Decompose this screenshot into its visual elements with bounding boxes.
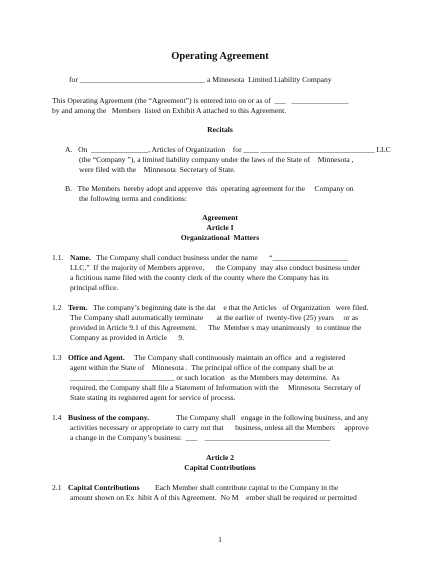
section-1-3-number: 1.3 [52, 353, 62, 362]
section-1-4-line-1: The Company shall engage in the following business, and any [176, 413, 369, 422]
section-1-1-line-1: The Company shall conduct business under the name “____________________ [96, 253, 349, 262]
section-1-2-line-3: provided in Article 9.1 of this Agreement. The Member s may unanimously to continue the [70, 323, 362, 332]
recital-a-line-1: A. On _______________, Articles of Organization for ____ ______________________________ LLC [65, 145, 391, 154]
intro-line-2: This Operating Agreement (the “Agreement”) is entered into on or as of ___ _______________ [52, 96, 349, 105]
section-1-4-line-2: activities necessary or appropriate to carry out that business, unless all the Members approve [70, 423, 369, 432]
article-2-subheading: Capital Contributions [184, 463, 256, 472]
section-2-1-number: 2.1 [52, 483, 62, 492]
section-1-1-label: Name. [70, 253, 91, 262]
section-1-3-line-5: State stating its registered agent for service of process. [70, 393, 236, 402]
recital-b-line-2: the following terms and conditions: [79, 194, 187, 203]
section-1-4-line-3: a change in the Company’s business: ___ _________________________________ [70, 433, 331, 442]
article-2-heading: Article 2 [205, 453, 235, 462]
article-1-subheading: Organizational Matters [180, 233, 260, 242]
section-2-1-label: Capital Contributions [68, 483, 140, 492]
section-1-1-number: 1.1. [52, 253, 64, 262]
section-1-3-label: Office and Agent. [68, 353, 125, 362]
section-1-3-line-2: agent within the State of Minnesota . The principal office of the company shall be at [70, 363, 334, 372]
agreement-heading: Agreement [202, 213, 238, 222]
section-1-4-number: 1.4 [52, 413, 62, 422]
section-1-2-line-4: Company as provided in Article 9. [70, 333, 185, 342]
section-1-1-line-2: LLC.” If the majority of Members approve, the Company may also conduct business under [70, 263, 361, 272]
page-number: 1 [218, 535, 222, 544]
intro-line-3: by and among the Members listed on Exhibit A attached to this Agreement. [52, 106, 287, 115]
document-title: Operating Agreement [171, 51, 269, 62]
recital-b-line-1: B. The Members hereby adopt and approve this operating agreement for the Company on [65, 184, 354, 193]
section-1-2-line-2: The Company shall automatically terminate at the earlier of twenty-five (25) years or as [70, 313, 359, 322]
section-1-1-line-3: a fictitious name filed with the county clerk of the county where the Company has its [70, 273, 329, 282]
section-1-3-line-4: required, the Company shall file a Statement of Information with the Minnesota Secretary of [70, 383, 361, 392]
section-1-2-line-1: The company’s beginning date is the dat e that the Articles of Organization were filed. [93, 303, 369, 312]
recitals-heading: Recitals [207, 125, 233, 134]
section-1-2-label: Term. [68, 303, 88, 312]
recital-a-line-2: (the “Company ”), a limited liability company under the laws of the State of Minnesota , [79, 155, 354, 164]
recital-a-line-3: were filed with the Minnesota Secretary of State. [79, 165, 236, 174]
intro-line-1: for _________________________________ a Minnesota Limited Liability Company [69, 75, 332, 84]
section-2-1-line-2: amount shown on Ex hibit A of this Agreement. No M ember shall be required or permitted [70, 493, 357, 502]
section-1-2-number: 1.2 [52, 303, 62, 312]
article-1-heading: Article I [206, 223, 234, 232]
section-1-4-label: Business of the company. [68, 413, 150, 422]
section-2-1-line-1: Each Member shall contribute capital to the Company in the [155, 483, 339, 492]
section-1-3-line-1: The Company shall continuously maintain an office and a registered [134, 353, 346, 362]
section-1-3-line-3: _________ __________________ or such location as the Members may determine. As [70, 373, 340, 382]
section-1-1-line-4: principal office. [70, 283, 119, 292]
